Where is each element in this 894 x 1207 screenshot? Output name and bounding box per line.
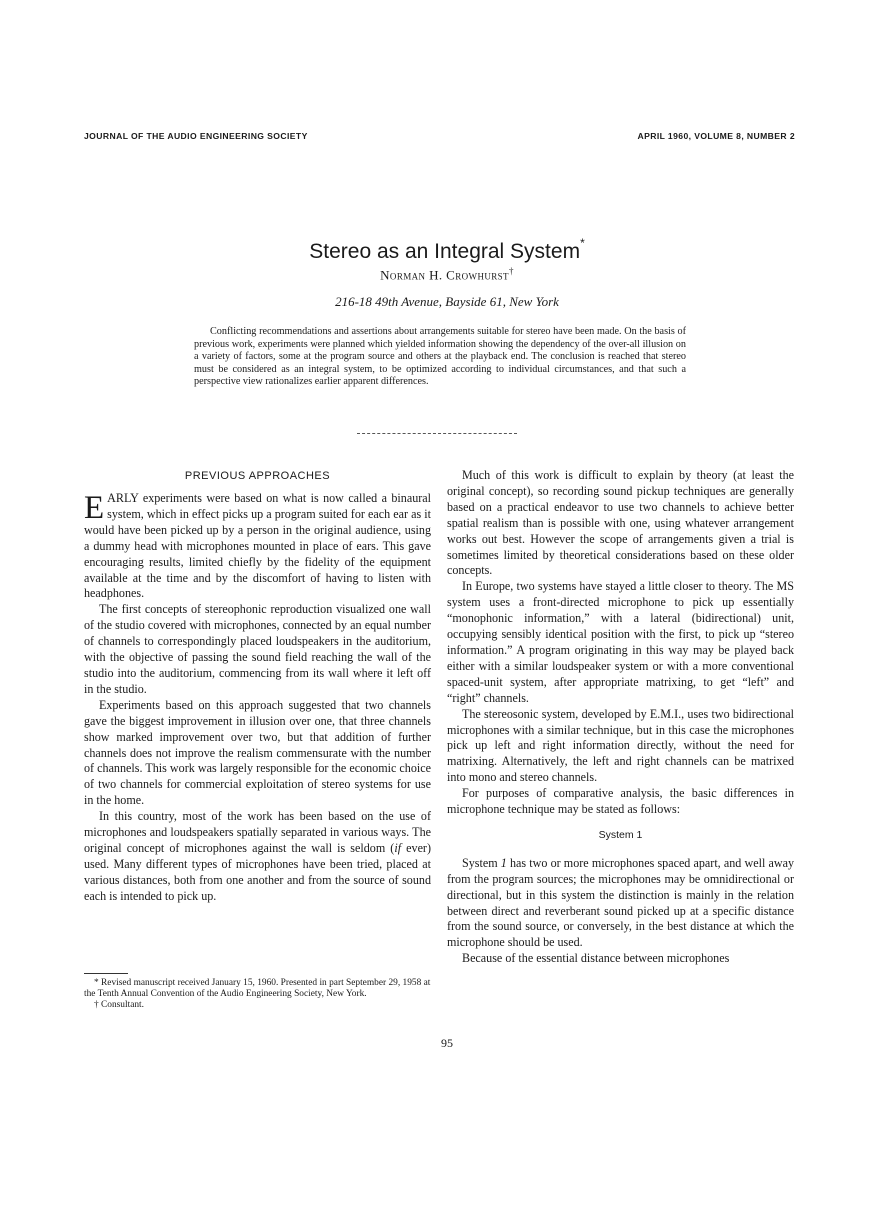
journal-name: JOURNAL OF THE AUDIO ENGINEERING SOCIETY: [84, 131, 308, 141]
paragraph: [84, 491, 431, 602]
section-heading: PREVIOUS APPROACHES: [184, 470, 331, 482]
paragraph: For purposes of comparative analysis, the basic differences in microphone technique may be stated as follows:: [447, 786, 794, 817]
paragraph: Experiments based on this approach suggested that two channels gave the biggest improvement in illusion over one, that three channels show marked improvement over two, but that addition of further channels does not improve the realism commensurate with the number of channels. This work was largely responsible for the economic choice of two channels for commercial exploitation of stereo systems for use in the home.: [84, 697, 431, 808]
emphasis: 1: [500, 855, 507, 870]
article-title: [0, 236, 894, 264]
author-footnote-mark: †: [508, 266, 514, 276]
page-number: 95: [441, 1036, 453, 1050]
left-column: [84, 468, 431, 905]
paragraph-text: In this country, most of the work has been based on the use of microphones and loudspeakers spatially separated in various ways. The original concept of microphones against the wall is seldom (: [84, 809, 431, 855]
paragraph-text: System: [462, 855, 501, 870]
footnote-rule: [84, 973, 128, 974]
subsection-heading: System 1: [598, 828, 643, 841]
drop-cap: E: [84, 490, 105, 526]
title-footnote-mark: *: [580, 236, 585, 251]
paragraph: The stereosonic system, developed by E.M.I., uses two bidirectional microphones with a similar technique, but in this case the microphones pick up left and right information directly, without the need for matrixing. Alternatively, the left and right channels can be matrixed into mono and stereo channels.: [447, 706, 794, 785]
paragraph-text: ever) used. Many different types of microphones have been tried, placed at various distances, both from one another and from the source of sound each is intended to pick up.: [84, 840, 431, 903]
paragraph: [84, 809, 431, 904]
paragraph: [447, 856, 794, 951]
footnotes: [84, 978, 431, 1012]
issue-info: APRIL 1960, VOLUME 8, NUMBER 2: [637, 131, 795, 141]
author-line: [0, 266, 894, 283]
abstract: Conflicting recommendations and assertions about arrangements suitable for stereo have been made. On the basis of previous work, experiments were planned which yielded information showing the dependency of the over-all illusion on a variety of factors, some at the program source and others at the playback end. The conclusion is reached that stereo must be considered as an integral system, to be optimized according to individual circumstances, and that such a perspective view rationalizes earlier apparent differences.: [194, 326, 686, 388]
paragraph: Much of this work is difficult to explain by theory (at least the original concept), so recording sound pickup techniques are generally based on a practical endeavor to use two channels to achieve better spatial realism than is possible with one, using whatever arrangement works out best. However the scope of arrangements given a trial is sometimes limited by theoretical considerations based on these older concepts.: [447, 468, 794, 578]
section-divider: [357, 433, 517, 434]
author-name: Norman H. Crowhurst: [380, 267, 509, 283]
author-address: 216-18 49th Avenue, Bayside 61, New York: [335, 294, 559, 309]
emphasis: if: [394, 840, 402, 855]
paragraph-text: ARLY experiments were based on what is now called a binaural system, which in effect picks up a program suited for each ear as it would have been picked up by a person in the original audience, using a dummy head with microphones mounted in place of ears. This gave encouraging results, limited chiefly by the fidelity of the equipment available at the time and by the discomfort of having to listen with headphones.: [84, 491, 431, 601]
paragraph: In Europe, two systems have stayed a little closer to theory. The MS system uses a front-directed microphone to pick up essentially “monophonic information,” with a lateral (bidirectional) unit, occupying sensibly identical position with the first, to pick up “stereo information.” A program originating in this way may be played back either with a similar loudspeaker system or with a more conventional spaced-unit system, after appropriate matrixing, to get “left” and “right” channels.: [447, 579, 794, 705]
footnote: * Revised manuscript received January 15, 1960. Presented in part September 29, 1958 at the Tenth Annual Convention of the Audio Engineering Society, New York.: [84, 978, 431, 1000]
title-text: Stereo as an Integral System: [309, 240, 581, 264]
paragraph: Because of the essential distance between microphones: [462, 951, 730, 966]
paragraph: The first concepts of stereophonic reproduction visualized one wall of the studio covered with microphones, connected by an equal number of channels to correspondingly placed loudspeakers in the auditorium, with the objective of passing the sound field reaching the wall of the studio into the auditorium, commencing from its wall where it left off in the studio.: [84, 602, 431, 696]
paragraph-text: has two or more microphones spaced apart, and well away from the program sources; the microphones may be omnidirectional or directional, but in this system the distinction is mainly in the relation between direct and reverberant sound picked up at a specific distance from the sound source, or conversely, in the best distance at which the microphone should be used.: [447, 855, 794, 950]
footnote: † Consultant.: [94, 1000, 145, 1011]
right-column: [447, 468, 794, 967]
